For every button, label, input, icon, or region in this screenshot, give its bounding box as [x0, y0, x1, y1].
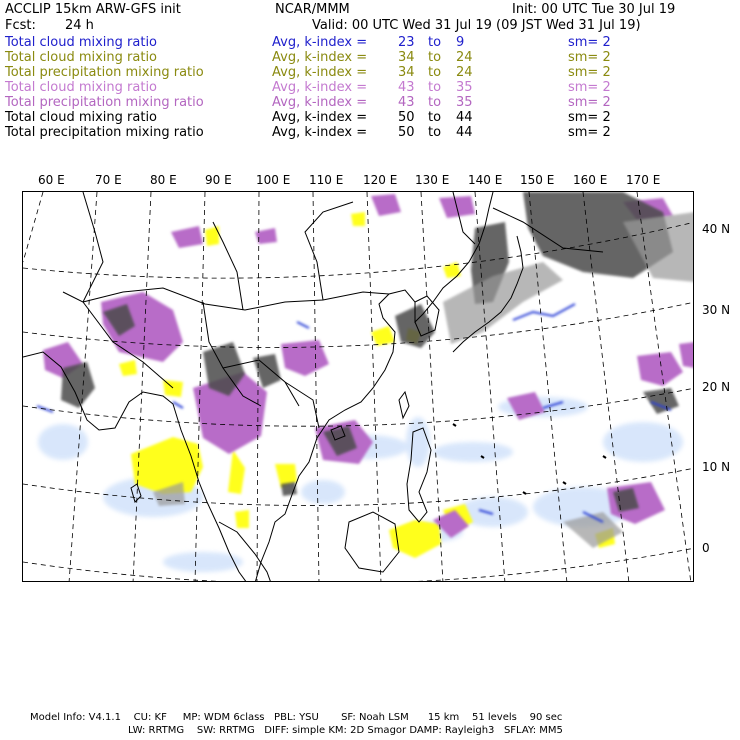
legend-row-3-field: Total precipitation mixing ratio: [5, 65, 204, 80]
legend-row-6-k1: 50: [398, 110, 415, 125]
legend-row-5-sm: sm= 2: [568, 95, 611, 110]
longitude-label: 100 E: [256, 173, 291, 187]
legend-row-6-sm: sm= 2: [568, 110, 611, 125]
footer-model-info: Model Info: V4.1.1 CU: KF MP: WDM 6class PBL: YSU SF: Noah LSM 15 km 51 levels 90 sec: [30, 712, 563, 723]
longitude-label: 160 E: [573, 173, 608, 187]
legend-row-7-sm: sm= 2: [568, 125, 611, 140]
legend-row-7-avg: Avg, k-index =: [272, 125, 368, 140]
legend-row-4-field: Total cloud mixing ratio: [5, 80, 158, 95]
legend-row-3-to: to: [428, 65, 442, 80]
footer-physics-info: LW: RRTMG SW: RRTMG DIFF: simple KM: 2D Smagor DAMP: Rayleigh3 SFLAY: MM5: [128, 725, 563, 736]
model-title: ACCLIP 15km ARW-GFS init: [5, 2, 181, 17]
map-canvas: [23, 192, 694, 582]
latitude-label: 10 N: [702, 460, 731, 474]
legend-row-1-avg: Avg, k-index =: [272, 35, 368, 50]
legend-row-6-k2: 44: [456, 110, 473, 125]
longitude-label: 110 E: [309, 173, 344, 187]
legend-row-2-field: Total cloud mixing ratio: [5, 50, 158, 65]
legend-row-2-k1: 34: [398, 50, 415, 65]
longitude-label: 80 E: [150, 173, 177, 187]
legend-row-3-k2: 24: [456, 65, 473, 80]
valid-time: Valid: 00 UTC Wed 31 Jul 19 (09 JST Wed 31 Jul 19): [312, 18, 641, 33]
longitude-label: 60 E: [38, 173, 65, 187]
longitude-label: 170 E: [626, 173, 661, 187]
legend-row-7-k2: 44: [456, 125, 473, 140]
legend-row-4-sm: sm= 2: [568, 80, 611, 95]
longitude-label: 70 E: [95, 173, 122, 187]
longitude-label: 150 E: [520, 173, 555, 187]
legend-row-3-sm: sm= 2: [568, 65, 611, 80]
init-time: Init: 00 UTC Tue 30 Jul 19: [512, 2, 676, 17]
latitude-label: 20 N: [702, 380, 731, 394]
legend-row-3-k1: 34: [398, 65, 415, 80]
map-panel: [22, 191, 694, 582]
longitude-label: 90 E: [205, 173, 232, 187]
legend-row-2-avg: Avg, k-index =: [272, 50, 368, 65]
center-label: NCAR/MMM: [275, 2, 350, 17]
legend-row-5-to: to: [428, 95, 442, 110]
legend-row-5-k2: 35: [456, 95, 473, 110]
latitude-label: 30 N: [702, 303, 731, 317]
legend-row-7-to: to: [428, 125, 442, 140]
forecast-hours: 24 h: [65, 18, 94, 33]
legend-row-7-field: Total precipitation mixing ratio: [5, 125, 204, 140]
legend-row-6-field: Total cloud mixing ratio: [5, 110, 158, 125]
legend-row-4-to: to: [428, 80, 442, 95]
latitude-label: 40 N: [702, 222, 731, 236]
legend-row-4-avg: Avg, k-index =: [272, 80, 368, 95]
legend-row-5-avg: Avg, k-index =: [272, 95, 368, 110]
legend-row-1-k1: 23: [398, 35, 415, 50]
legend-row-2-k2: 24: [456, 50, 473, 65]
longitude-label: 120 E: [363, 173, 398, 187]
legend-row-2-to: to: [428, 50, 442, 65]
legend-row-4-k2: 35: [456, 80, 473, 95]
forecast-label: Fcst:: [5, 18, 36, 33]
legend-row-1-sm: sm= 2: [568, 35, 611, 50]
latitude-label: 0: [702, 541, 710, 555]
legend-row-1-field: Total cloud mixing ratio: [5, 35, 158, 50]
legend-row-1-k2: 9: [456, 35, 465, 50]
legend-row-5-field: Total precipitation mixing ratio: [5, 95, 204, 110]
legend-row-5-k1: 43: [398, 95, 415, 110]
legend-row-7-k1: 50: [398, 125, 415, 140]
legend-row-3-avg: Avg, k-index =: [272, 65, 368, 80]
legend-row-4-k1: 43: [398, 80, 415, 95]
legend-row-2-sm: sm= 2: [568, 50, 611, 65]
coastline-layer: [23, 192, 606, 582]
longitude-label: 140 E: [468, 173, 503, 187]
legend-row-6-avg: Avg, k-index =: [272, 110, 368, 125]
longitude-label: 130 E: [415, 173, 450, 187]
legend-row-1-to: to: [428, 35, 442, 50]
legend-row-6-to: to: [428, 110, 442, 125]
